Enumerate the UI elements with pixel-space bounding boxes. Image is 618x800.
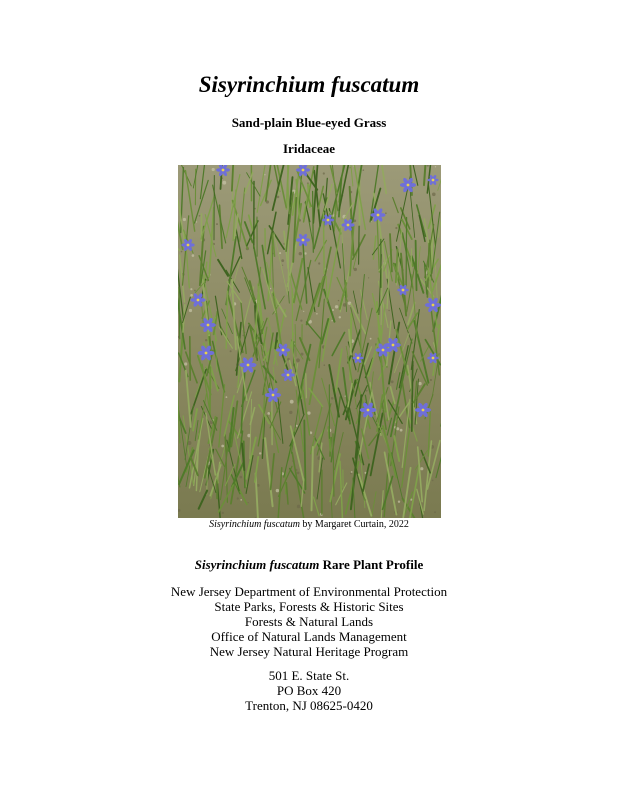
soil-speck xyxy=(400,429,403,432)
caption-species: Sisyrinchium fuscatum xyxy=(209,519,300,530)
soil-speck xyxy=(267,412,270,415)
address-line: 501 E. State St. xyxy=(268,668,350,683)
soil-speck xyxy=(192,254,195,257)
plant-photo xyxy=(178,165,441,518)
soil-speck xyxy=(354,268,357,271)
flower-center xyxy=(432,304,435,307)
soil-speck xyxy=(307,411,310,414)
soil-speck xyxy=(339,316,341,318)
flower-center xyxy=(222,169,225,172)
flower-center xyxy=(367,409,370,412)
flower-center xyxy=(432,357,435,360)
soil-speck xyxy=(335,305,338,308)
soil-speck xyxy=(181,251,183,253)
flower-center xyxy=(432,179,435,182)
soil-speck xyxy=(332,309,334,311)
grass-blade xyxy=(306,374,307,398)
soil-speck xyxy=(297,472,300,475)
soil-speck xyxy=(395,227,397,229)
grass-blade xyxy=(416,241,417,291)
soil-speck xyxy=(323,172,325,174)
grass-blade xyxy=(432,222,433,265)
organization-block xyxy=(0,584,618,659)
soil-speck xyxy=(226,396,228,398)
soil-speck xyxy=(435,166,436,167)
soil-speck xyxy=(363,169,365,171)
soil-speck xyxy=(289,411,292,414)
soil-speck xyxy=(331,320,332,321)
photo-caption xyxy=(0,519,618,530)
soil-speck xyxy=(366,390,368,392)
soil-speck xyxy=(222,512,224,514)
soil-speck xyxy=(205,339,207,341)
grass-blade xyxy=(411,249,412,273)
address-block xyxy=(0,668,618,713)
species-title: Sisyrinchium fuscatum xyxy=(198,72,420,97)
flower-center xyxy=(247,364,250,367)
flower-center xyxy=(407,184,410,187)
soil-speck xyxy=(331,397,334,400)
soil-speck xyxy=(338,300,339,301)
soil-speck xyxy=(199,215,201,217)
flower-center xyxy=(422,409,425,412)
soil-speck xyxy=(216,223,218,225)
soil-speck xyxy=(434,511,436,513)
grass-blade xyxy=(326,276,327,301)
soil-speck xyxy=(279,252,281,254)
caption-credit: by Margaret Curtain, 2022 xyxy=(299,519,409,530)
flower-center xyxy=(347,224,350,227)
soil-speck xyxy=(248,502,249,503)
soil-speck xyxy=(324,364,326,366)
grass-blade xyxy=(406,218,407,287)
soil-speck xyxy=(281,259,284,262)
soil-speck xyxy=(299,252,302,255)
soil-speck xyxy=(277,196,280,199)
soil-speck xyxy=(398,501,400,503)
soil-speck xyxy=(190,288,192,290)
soil-speck xyxy=(282,265,283,266)
flower-center xyxy=(302,169,305,172)
flower-center xyxy=(197,299,200,302)
soil-speck xyxy=(297,505,301,509)
flower-center xyxy=(272,394,275,397)
flower-center xyxy=(205,352,208,355)
soil-speck xyxy=(300,320,302,322)
grass-blade xyxy=(412,361,413,431)
address-line: Trenton, NJ 08625-0420 xyxy=(245,698,373,713)
soil-speck xyxy=(190,294,193,297)
soil-speck xyxy=(240,499,242,501)
soil-speck xyxy=(420,467,423,470)
grass-blade xyxy=(323,212,324,273)
soil-speck xyxy=(388,310,389,311)
family-name: Iridaceae xyxy=(283,141,335,156)
soil-speck xyxy=(221,445,224,448)
soil-speck xyxy=(304,252,306,254)
grass-blade xyxy=(179,287,180,339)
soil-speck xyxy=(318,262,320,264)
grass-blade xyxy=(359,226,360,264)
grass-blade xyxy=(313,191,314,252)
grass-blade xyxy=(292,289,293,349)
profile-suffix: Rare Plant Profile xyxy=(319,557,424,572)
soil-speck xyxy=(259,452,261,454)
flower-center xyxy=(402,289,405,292)
flower-center xyxy=(377,214,380,217)
flower-center xyxy=(187,244,190,247)
flower-center xyxy=(282,349,285,352)
org-line: New Jersey Department of Environmental Protection xyxy=(170,584,448,599)
soil-speck xyxy=(264,174,265,175)
flower-center xyxy=(207,324,210,327)
org-line: Office of Natural Lands Management xyxy=(211,629,407,644)
flower-center xyxy=(287,374,290,377)
org-line: Forests & Natural Lands xyxy=(244,614,374,629)
soil-speck xyxy=(290,400,294,404)
org-line: New Jersey Natural Heritage Program xyxy=(209,644,409,659)
soil-speck xyxy=(189,309,192,312)
flower-center xyxy=(327,219,330,222)
soil-speck xyxy=(391,380,394,383)
soil-speck xyxy=(350,167,351,168)
soil-speck xyxy=(194,290,196,292)
soil-speck xyxy=(430,379,432,381)
soil-speck xyxy=(350,473,352,475)
soil-speck xyxy=(257,484,260,487)
grass-blade xyxy=(225,435,226,453)
common-name: Sand-plain Blue-eyed Grass xyxy=(231,115,387,130)
soil-speck xyxy=(370,338,372,340)
soil-speck xyxy=(385,212,387,214)
org-line: State Parks, Forests & Historic Sites xyxy=(214,599,404,614)
soil-speck xyxy=(303,311,304,312)
soil-speck xyxy=(418,382,421,385)
flower-center xyxy=(382,349,385,352)
soil-speck xyxy=(196,221,197,222)
soil-speck xyxy=(368,277,369,278)
address-line: PO Box 420 xyxy=(276,683,342,698)
profile-species: Sisyrinchium fuscatum xyxy=(194,557,320,572)
soil-speck xyxy=(212,168,215,171)
soil-speck xyxy=(270,288,271,289)
soil-speck xyxy=(432,480,434,482)
soil-speck xyxy=(316,313,318,315)
soil-speck xyxy=(184,362,187,365)
soil-speck xyxy=(183,218,186,221)
soil-speck xyxy=(230,350,232,352)
soil-speck xyxy=(276,489,279,492)
flower-center xyxy=(302,239,305,242)
soil-speck xyxy=(222,181,226,185)
soil-speck xyxy=(296,358,300,362)
soil-speck xyxy=(240,476,243,479)
plant-photo-illustration xyxy=(178,165,441,518)
soil-speck xyxy=(237,497,239,499)
flower-center xyxy=(392,344,395,347)
soil-speck xyxy=(432,193,436,197)
profile-heading xyxy=(0,557,618,573)
flower-center xyxy=(357,357,360,360)
